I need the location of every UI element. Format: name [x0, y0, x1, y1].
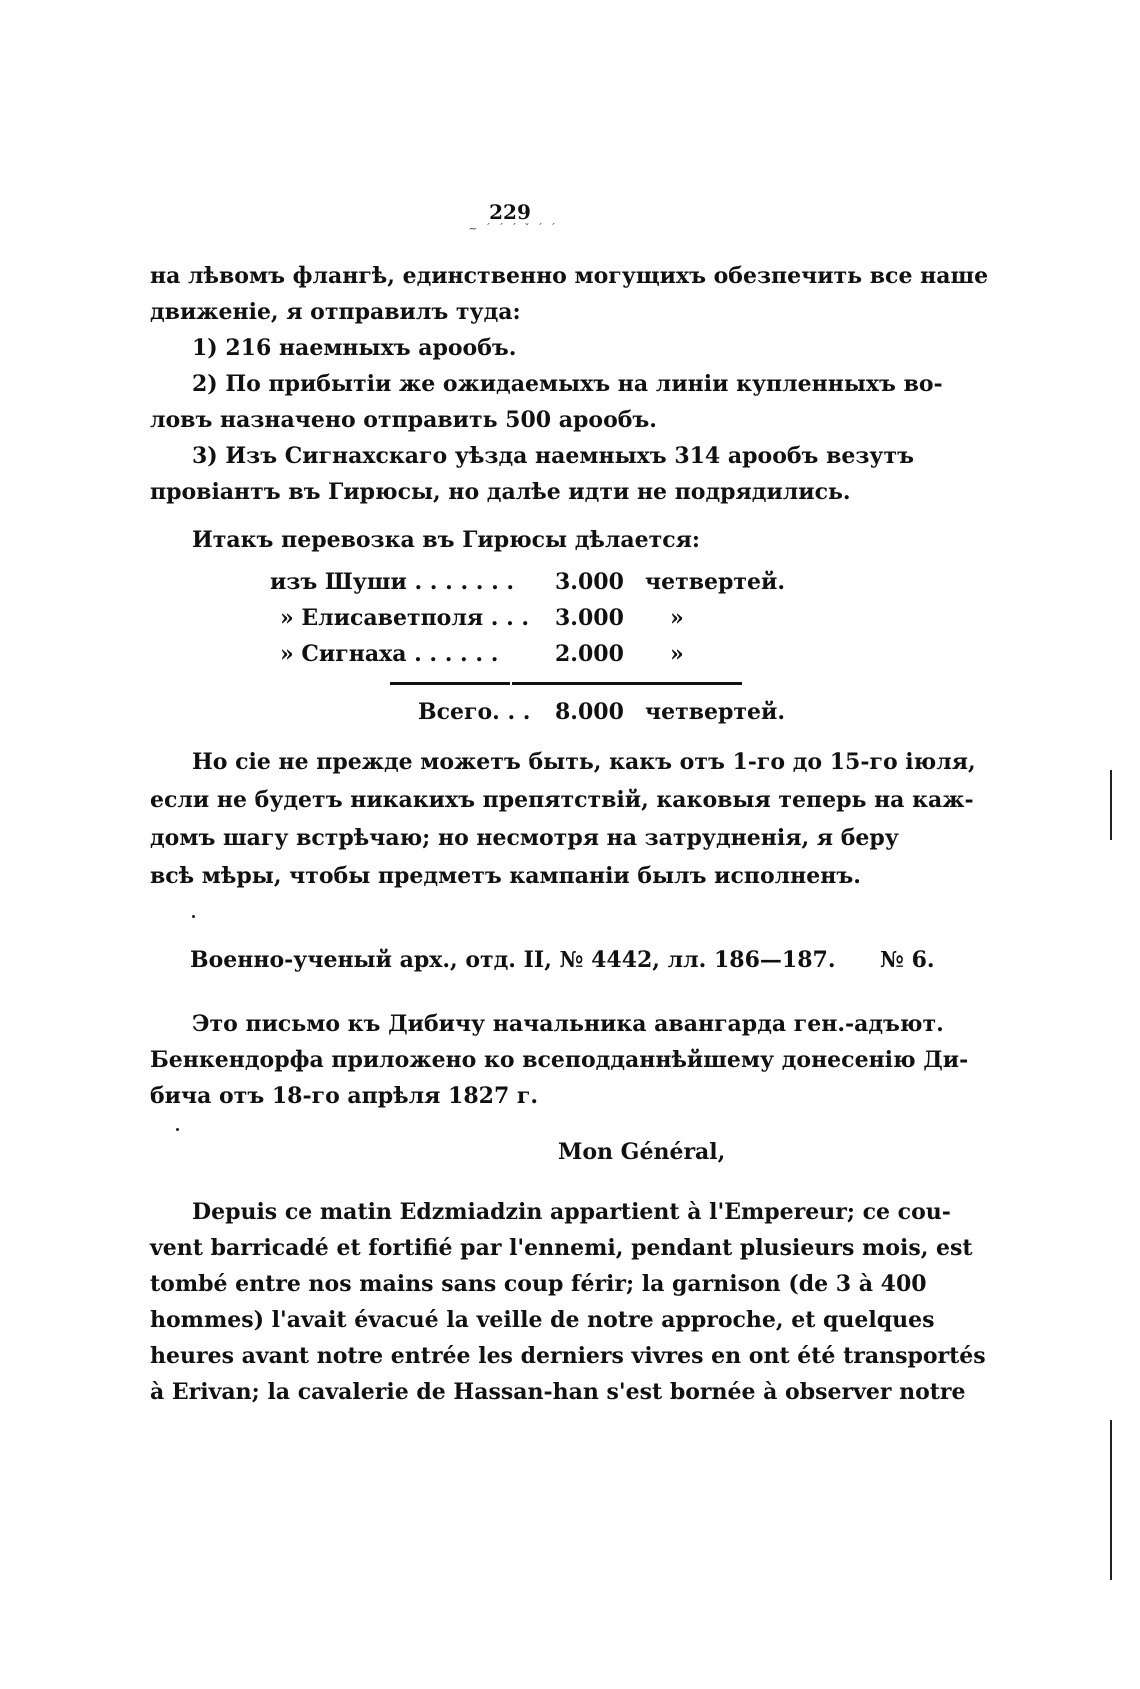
item-2-line: ловъ назначено отправить 500 арообъ. [150, 407, 657, 433]
para-line: если не будетъ никакихъ препятствій, каковыя теперь на каж- [150, 787, 974, 813]
item-3-line: 3) Изъ Сигнахскаго уѣзда наемныхъ 314 арообъ везутъ [192, 443, 915, 469]
letter-line: tombé entre nos mains sans coup férir; la garnison (de 3 à 400 [150, 1271, 927, 1297]
total-qty: 8.000 [555, 699, 624, 725]
intro-line: движеніе, я отправилъ туда: [150, 299, 521, 325]
table-row [270, 604, 750, 632]
place-cell: » Елисаветполя . . . [280, 605, 530, 631]
ornament-squiggle: ~ ˊ ˊ ˊ ˇ ˊ ˊ [468, 222, 558, 235]
note-line: Это письмо къ Дибичу начальника авангарда ген.-адъют. [192, 1011, 944, 1037]
table-rule [390, 682, 510, 685]
qty-cell: 2.000 [555, 641, 624, 667]
para-line: всѣ мѣры, чтобы предметъ кампаніи былъ исполненъ. [150, 863, 861, 889]
place-cell: » Сигнаха . . . . . . [280, 641, 499, 667]
item-2-line: 2) По прибытіи же ожидаемыхъ на линіи купленныхъ во- [192, 371, 943, 397]
para-line: домъ шагу встрѣчаю; но несмотря на затрудненія, я беру [150, 825, 899, 851]
scan-edge-mark [1110, 1420, 1112, 1580]
total-label: Всего. . . [418, 699, 531, 725]
note-line: бича отъ 18-го апрѣля 1827 г. [150, 1083, 539, 1109]
transport-intro: Итакъ перевозка въ Гирюсы дѣлается: [192, 527, 701, 553]
letter-line: hommes) l'avait évacué la veille de notre approche, et quelques [150, 1307, 935, 1333]
letter-salutation: Mon Général, [558, 1139, 726, 1165]
table-rule [512, 682, 742, 685]
qty-cell: 3.000 [555, 569, 624, 595]
unit-cell: четвертей. [645, 569, 786, 595]
page-number: 229 [489, 200, 531, 224]
para-line: Но сіе не прежде можетъ быть, какъ отъ 1-го до 15-го іюля, [192, 749, 976, 775]
intro-line: на лѣвомъ флангѣ, единственно могущихъ обезпечить все наше [150, 263, 989, 289]
qty-cell: 3.000 [555, 605, 624, 631]
table-row [270, 640, 750, 668]
unit-cell: » [670, 605, 684, 631]
item-1: 1) 216 наемныхъ арообъ. [192, 335, 517, 361]
letter-line: à Erivan; la cavalerie de Hassan-han s'est bornée à observer notre [150, 1379, 966, 1405]
table-total-row [270, 698, 786, 726]
table-row [270, 568, 786, 596]
scan-edge-mark [1110, 770, 1112, 840]
letter-line: vent barricadé et fortifié par l'ennemi, pendant plusieurs mois, est [150, 1235, 973, 1261]
document-number: № 6. [880, 947, 935, 973]
archive-citation: Военно-ученый арх., отд. II, № 4442, лл. 186—187. [190, 947, 836, 973]
item-3-line: провіантъ въ Гирюсы, но далѣе идти не подрядились. [150, 479, 851, 505]
place-cell: изъ Шуши . . . . . . . [270, 569, 515, 595]
total-unit: четвертей. [645, 699, 786, 725]
letter-line: heures avant notre entrée les derniers vivres en ont été transportés [150, 1343, 986, 1369]
speck [176, 1128, 179, 1131]
note-line: Бенкендорфа приложено ко всеподданнѣйшему донесенію Ди- [150, 1047, 969, 1073]
letter-line: Depuis ce matin Edzmiadzin appartient à l'Empereur; ce cou- [192, 1199, 951, 1225]
speck [192, 915, 195, 918]
unit-cell: » [670, 641, 684, 667]
